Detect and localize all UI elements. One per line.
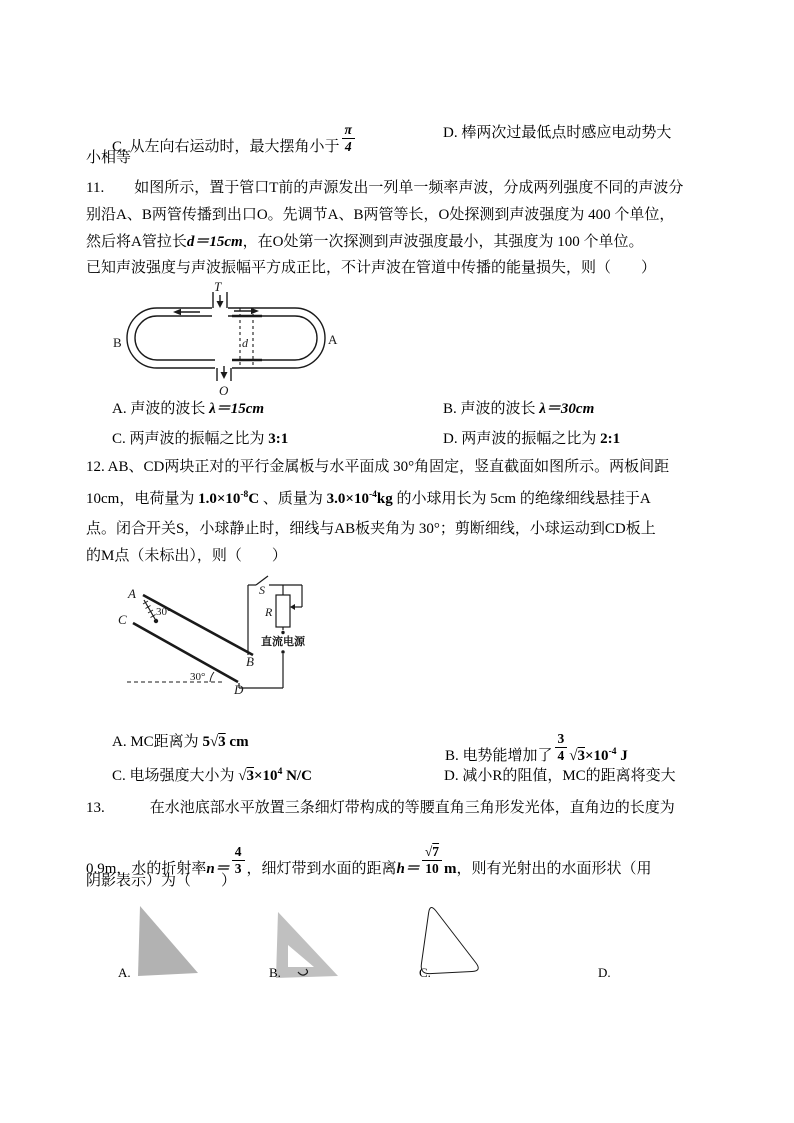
radicand: 3: [577, 748, 585, 765]
q12-option-c: [112, 766, 312, 786]
charge-base: 1.0×10: [198, 491, 241, 507]
depth-var: h＝: [396, 861, 420, 878]
label-C: C: [118, 612, 127, 627]
q11-stem-line-3-text-a: 然后将A管拉长: [86, 234, 187, 250]
radicand: 3: [246, 768, 254, 784]
q12-stem-line-3: 点。闭合开关S，小球静止时，细线与AB板夹角为 30°；剪断细线，小球运动到CD板上: [86, 521, 656, 537]
q12-option-b-text: B. 电势能增加了: [445, 748, 553, 765]
depth-unit: m: [444, 861, 457, 878]
q12-option-a-text: A. MC距离为: [112, 734, 199, 750]
label-O: O: [219, 383, 229, 398]
label-D: D: [234, 682, 244, 697]
fraction-denominator: 4: [344, 139, 352, 155]
fraction-numerator: [422, 845, 442, 861]
label-T: T: [214, 279, 222, 294]
q11-stem-line-2: 别沿A、B两管传播到出口O。先调节A、B两管等长，O处探测到声波强度为 400 个单位，: [86, 207, 675, 223]
q12-option-d: D. 减小R的阻值，MC的距离将变大: [444, 768, 676, 784]
q11-option-c-text: C. 两声波的振幅之比为: [112, 431, 265, 447]
mass-exponent: -4: [368, 490, 377, 500]
three-quarters-fraction: [555, 732, 568, 763]
q11-option-a: [112, 399, 264, 419]
rheostat-slider-arrow-icon: [290, 604, 295, 610]
q13-option-a-label: A.: [118, 965, 131, 980]
fraction-denominator: 4: [557, 748, 565, 764]
charge-unit: C: [248, 491, 260, 507]
q11-option-d-ratio: 2:1: [600, 431, 621, 447]
label-B: B: [246, 654, 254, 669]
q12-charge-formula: [198, 491, 259, 507]
q11-stem-line-1: 11. 如图所示，置于管口T前的声源发出一列单一频率声波，分成两列强度不同的声波分: [86, 180, 684, 196]
plate-AB: [143, 595, 253, 655]
circuit-wires: [239, 576, 302, 688]
leftward-wave-arrow-icon: [173, 309, 200, 315]
q12-stem-line-2-text-a: 10cm，电荷量为: [86, 491, 195, 507]
q11-option-c: [112, 429, 288, 449]
q12-option-b: [445, 732, 628, 766]
q11-option-b: [443, 399, 594, 419]
label-A: A: [128, 586, 136, 601]
q12-stem-line-2-text-b: 、质量为: [262, 491, 323, 507]
charge-exponent: -8: [240, 490, 249, 500]
rounded-triangle-shape: [421, 907, 478, 973]
q11-option-b-text: B. 声波的波长: [443, 401, 536, 417]
unit: N/C: [282, 768, 312, 784]
q11-option-a-text: A. 声波的波长: [112, 401, 206, 417]
q13-option-b-label: B.: [269, 965, 281, 980]
unit: cm: [225, 734, 249, 750]
fraction-denominator: 10: [425, 861, 439, 877]
q12-plates-circuit-figure: [106, 572, 324, 702]
supply-terminal-bottom: [281, 650, 284, 653]
rheostat-R: [276, 595, 290, 627]
q13-option-d-label: D.: [598, 965, 611, 980]
sqrt7-over-10-fraction: [422, 845, 442, 876]
q11-option-c-ratio: 3:1: [268, 431, 289, 447]
q12-option-b-formula: [569, 748, 627, 764]
radicand: 3: [218, 734, 226, 750]
q12-option-a: [112, 732, 249, 752]
q10-option-c-text: C. 从左向右运动时，最大摆角小于: [112, 139, 340, 156]
fraction-numerator: π: [342, 123, 355, 139]
dc-supply-label: 直流电源: [261, 636, 305, 648]
incline-angle-label: 30°: [190, 671, 206, 683]
tube-inner-wall: [135, 316, 317, 360]
radical-sign: √: [569, 748, 578, 765]
pi-over-4-fraction: [342, 123, 355, 154]
q13-stem-line-1: 13. 在水池底部水平放置三条细灯带构成的等腰直角三角形发光体，直角边的长度为: [86, 800, 675, 816]
coef: 5√: [202, 734, 219, 750]
power-exponent: 4: [277, 767, 283, 777]
triangle-outline-shape: [276, 912, 338, 978]
q12-option-c-text: C. 电场强度大小为: [112, 768, 235, 784]
q12-option-a-formula: [202, 734, 248, 750]
plate-CD: [133, 623, 238, 682]
q12-stem-line-1: 12. AB、CD两块正对的平行金属板与水平面成 30°角固定，竖直截面如图所示。两板间距: [86, 459, 670, 475]
q11-d-length-formula: d＝15cm: [186, 234, 243, 250]
solid-triangle-shape: [138, 906, 198, 976]
q10-option-c: [112, 123, 357, 157]
q10-option-d-continued: 小相等: [86, 150, 132, 166]
q13-stem-line-2-text-a: 0.9m，水的折射率: [86, 861, 207, 878]
q12-stem-line-2-text-c: 的小球用长为 5cm 的绝缘细线悬挂于A: [396, 491, 651, 507]
q11-stem-line-3-text-b: ，在O处第一次探测到声波强度最小，其强度为 100 个单位。: [242, 234, 644, 250]
power-exponent: -4: [608, 747, 617, 758]
q11-sound-tube-figure: [100, 279, 350, 401]
mass-unit: kg: [376, 491, 393, 507]
radicand: 7: [432, 844, 440, 859]
q11-stem-line-3: [86, 232, 644, 252]
q11-option-d: [443, 429, 620, 449]
thread-angle-label: 30°: [156, 606, 172, 618]
q12-stem-line-4: 的M点（未标出），则（ ）: [86, 548, 287, 564]
angle-arc: [210, 672, 214, 682]
q11-option-d-text: D. 两声波的振幅之比为: [443, 431, 597, 447]
label-R: R: [265, 605, 273, 619]
q12-mass-formula: [327, 491, 393, 507]
q13-stem-line-2-text-c: ，则有光射出的水面形状（用: [456, 861, 652, 878]
label-d: d: [242, 336, 248, 350]
fraction-numerator: 4: [232, 845, 245, 861]
rightward-wave-arrow-icon: [234, 308, 259, 314]
radical-sign: √: [238, 768, 247, 784]
q11-option-b-formula: λ＝30cm: [539, 401, 595, 417]
label-S-switch: S: [259, 583, 265, 597]
q10-option-d: D. 棒两次过最低点时感应电动势大: [443, 125, 672, 141]
power-base: ×10: [585, 748, 609, 765]
q13-stem-line-3: 阴影表示）为（ ）: [86, 873, 237, 889]
q12-option-c-formula: [238, 768, 312, 784]
q11-option-a-formula: λ＝15cm: [209, 401, 265, 417]
power-base: ×10: [254, 768, 278, 784]
q11-stem-line-4: 已知声波强度与声波振幅平方成正比，不计声波在管道中传播的能量损失，则（ ）: [86, 260, 657, 276]
label-A: A: [328, 332, 338, 347]
label-B: B: [113, 335, 122, 350]
fraction-numerator: 3: [555, 732, 568, 748]
supply-terminal-top: [281, 631, 284, 634]
q13-option-c-label: C.: [419, 965, 431, 980]
fraction-denominator: 3: [234, 861, 242, 877]
radical-sign: √: [424, 844, 433, 859]
refractive-index-var: n＝: [206, 861, 230, 878]
q13-option-a-triangle: [128, 900, 208, 980]
unit: J: [616, 748, 628, 765]
mass-base: 3.0×10: [326, 491, 369, 507]
q13-stem-line-2-text-b: ，细灯带到水面的距离: [246, 861, 397, 878]
q12-stem-line-2: [86, 489, 651, 509]
